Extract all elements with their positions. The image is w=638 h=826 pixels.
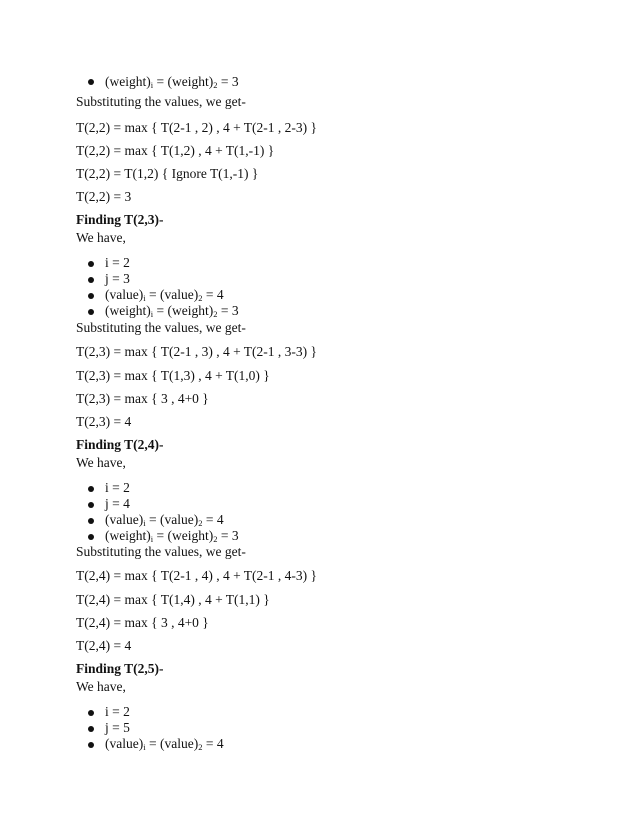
bullet-item: j = 3 <box>105 271 130 286</box>
bullet-dot <box>88 710 94 716</box>
equation-line: T(2,4) = max { T(2-1 , 4) , 4 + T(2-1 , 4-3) } <box>76 568 318 583</box>
bullet-item: i = 2 <box>105 255 130 270</box>
bullet-dot <box>88 486 94 492</box>
bullet-dot <box>88 293 94 299</box>
bullet-dot <box>88 534 94 540</box>
bullet-dot <box>88 79 94 85</box>
substituting-text: Substituting the values, we get- <box>76 320 246 335</box>
equation-line: T(2,4) = 4 <box>76 638 132 653</box>
equation-line: T(2,2) = 3 <box>76 189 132 204</box>
bullet-item: $(weight)_i$ = $(weight)_2 = 3$ <box>105 303 239 319</box>
equation-line: T(2,2) = max { T(2-1 , 2) , 4 + T(2-1 , 2-3) } <box>76 120 318 135</box>
bullet-item: $(value)_i$ = $(value)_2 = 4$ <box>105 287 224 303</box>
bullet-weight: $(weight)_i$ = $(weight)_2 = 3$ <box>105 74 239 90</box>
bullet-dot <box>88 742 94 748</box>
we-have-text: We have, <box>76 455 126 470</box>
bullet-dot <box>88 518 94 524</box>
bullet-dot <box>88 309 94 315</box>
bullet-dot <box>88 277 94 283</box>
bullet-item: $(value)_i$ = $(value)_2 = 4$ <box>105 512 224 528</box>
bullet-item: j = 5 <box>105 720 130 735</box>
bullet-item: $(weight)_i$ = $(weight)_2 = 3$ <box>105 528 239 544</box>
equation-line: T(2,2) = max { T(1,2) , 4 + T(1,-1) } <box>76 143 275 158</box>
equation-line: T(2,3) = max { T(1,3) , 4 + T(1,0) } <box>76 368 270 383</box>
section-heading: Finding T(2,5)- <box>76 661 164 676</box>
bullet-item: i = 2 <box>105 704 130 719</box>
bullet-dot <box>88 726 94 732</box>
bullet-item: $(value)_i$ = $(value)_2 = 4$ <box>105 736 224 752</box>
substituting-text: Substituting the values, we get- <box>76 544 246 559</box>
section-heading: Finding T(2,3)- <box>76 212 164 227</box>
bullet-item: j = 4 <box>105 496 130 511</box>
section-heading: Finding T(2,4)- <box>76 437 164 452</box>
bullet-dot <box>88 502 94 508</box>
equation-line: T(2,4) = max { T(1,4) , 4 + T(1,1) } <box>76 592 270 607</box>
equation-line: T(2,3) = 4 <box>76 414 132 429</box>
substituting-text: Substituting the values, we get- <box>76 94 246 109</box>
bullet-item: i = 2 <box>105 480 130 495</box>
we-have-text: We have, <box>76 679 126 694</box>
equation-line: T(2,4) = max { 3 , 4+0 } <box>76 615 209 630</box>
equation-line: T(2,3) = max { 3 , 4+0 } <box>76 391 209 406</box>
bullet-dot <box>88 261 94 267</box>
equation-line: T(2,2) = T(1,2) { Ignore T(1,-1) } <box>76 166 259 181</box>
we-have-text: We have, <box>76 230 126 245</box>
equation-line: T(2,3) = max { T(2-1 , 3) , 4 + T(2-1 , 3-3) } <box>76 344 318 359</box>
